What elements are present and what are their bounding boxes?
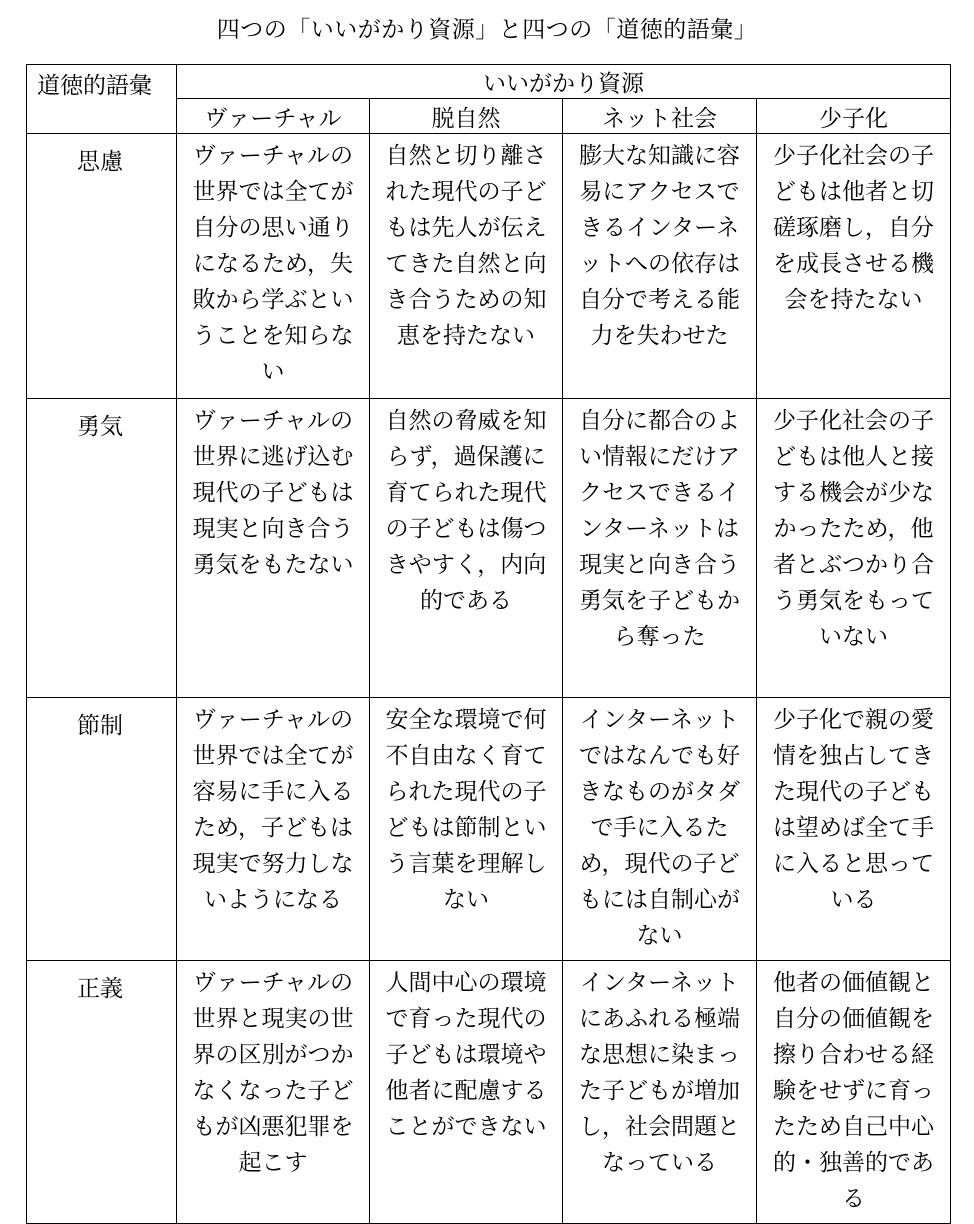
table-cell: 自然と切り離された現代の子どもは先人が伝えてきた自然と向き合うための知恵を持たない [370, 134, 563, 399]
column-header-denaturalization: 脱自然 [370, 99, 563, 134]
moral-vocabulary-table [26, 64, 951, 1224]
table-cell: 少子化社会の子どもは他者と切磋琢磨し，自分を成長させる機会を持たない [757, 134, 951, 399]
header-moral-vocabulary: 道徳的語彙 [27, 65, 177, 134]
table-cell: 人間中心の環境で育った現代の子どもは環境や他者に配慮することができない [370, 961, 563, 1224]
column-header-net-society: ネット社会 [563, 99, 757, 134]
table-cell: ヴァーチャルの世界では全てが容易に手に入るため，子どもは現実で努力しないようになる [177, 698, 370, 961]
table-row-courage [27, 399, 951, 698]
column-header-low-birthrate: 少子化 [757, 99, 951, 134]
table-cell: ヴァーチャルの世界と現実の世界の区別がつかなくなった子どもが凶悪犯罪を起こす [177, 961, 370, 1224]
table-cell: 少子化社会の子どもは他人と接する機会が少なかったため，他者とぶつかり合う勇気をもっていない [757, 399, 951, 698]
table-title: 四つの「いいがかり資源」と四つの「道徳的語彙」 [216, 17, 758, 43]
table-cell: インターネットにあふれる極端な思想に染まった子どもが増加し，社会問題となっている [563, 961, 757, 1224]
row-header-courage: 勇気 [27, 399, 177, 698]
table-cell: 自分に都合のよい情報にだけアクセスできるインターネットは現実と向き合う勇気を子どもから奪った [563, 399, 757, 698]
column-header-virtual: ヴァーチャル [177, 99, 370, 134]
row-header-justice: 正義 [27, 961, 177, 1224]
table-cell: インターネットではなんでも好きなものがタダで手に入るため，現代の子どもには自制心がない [563, 698, 757, 961]
table-cell: 他者の価値観と自分の価値観を擦り合わせる経験をせずに育ったため自己中心的・独善的である [757, 961, 951, 1224]
row-header-temperance: 節制 [27, 698, 177, 961]
table-row-prudence [27, 134, 951, 399]
table-cell: ヴァーチャルの世界に逃げ込む現代の子どもは現実と向き合う勇気をもたない [177, 399, 370, 698]
header-accusation-resources: いいがかり資源 [177, 65, 951, 99]
row-header-prudence: 思慮 [27, 134, 177, 399]
table-cell: 少子化で親の愛情を独占してきた現代の子どもは望めば全て手に入ると思っている [757, 698, 951, 961]
table-row-justice [27, 961, 951, 1224]
table-cell: ヴァーチャルの世界では全てが自分の思い通りになるため，失敗から学ぶということを知らない [177, 134, 370, 399]
table-cell: 膨大な知識に容易にアクセスできるインターネットへの依存は自分で考える能力を失わせた [563, 134, 757, 399]
table-cell: 安全な環境で何不自由なく育てられた現代の子どもは節制という言葉を理解しない [370, 698, 563, 961]
table-row-temperance [27, 698, 951, 961]
table-cell: 自然の脅威を知らず，過保護に育てられた現代の子どもは傷つきやすく，内向的である [370, 399, 563, 698]
